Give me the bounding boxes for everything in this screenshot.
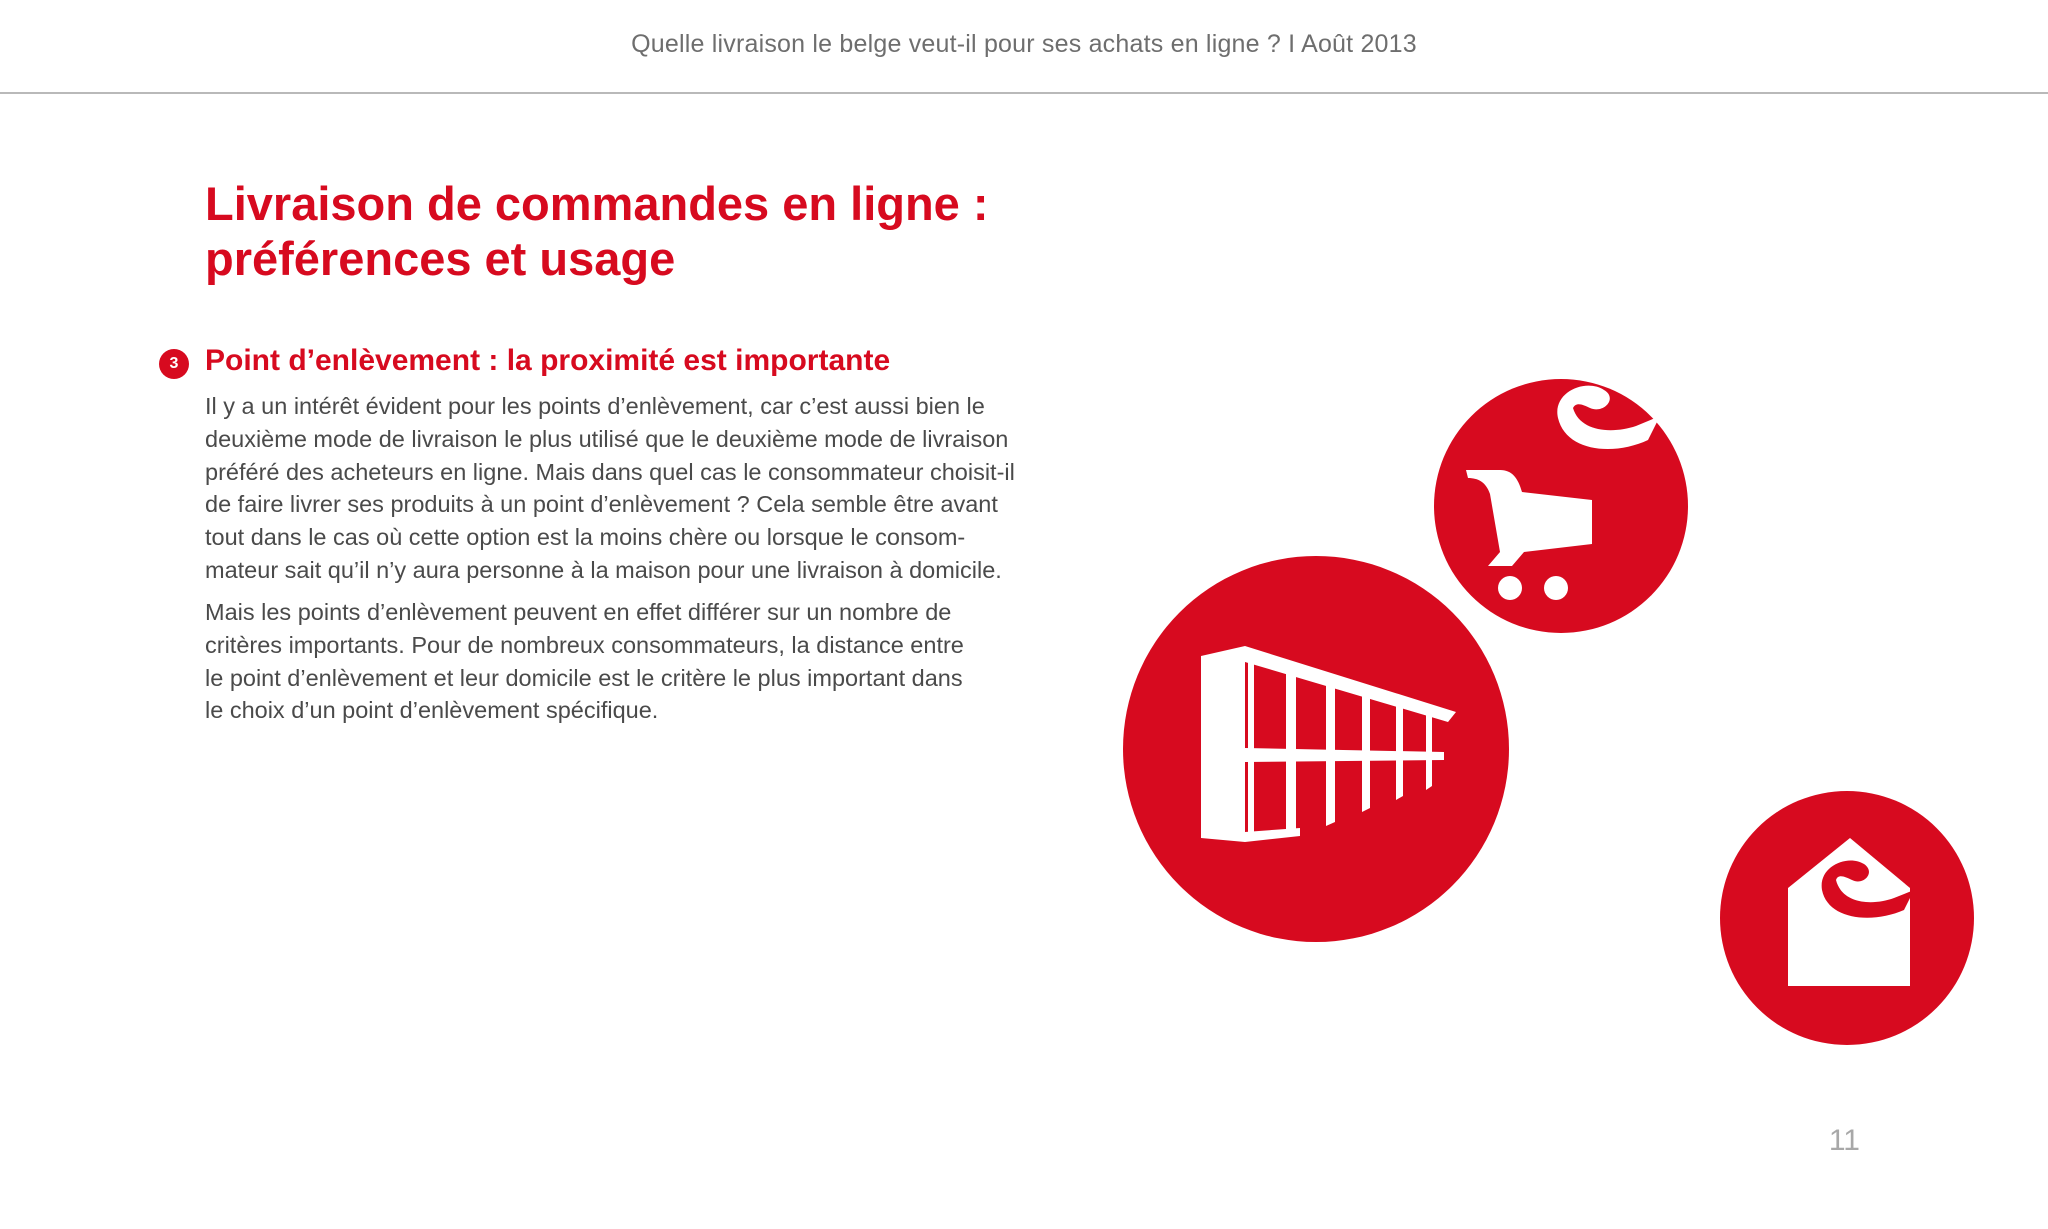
page-title [205, 176, 989, 286]
header-divider [0, 92, 2048, 94]
section-heading: Point d’enlèvement : la proximité est importante [205, 344, 891, 377]
paragraph-line: mateur sait qu’il n’y aura personne à la maison pour une livraison à domicile. [205, 556, 1002, 583]
paragraph-line: deuxième mode de livraison le plus utilisé que le deuxième mode de livraison [205, 425, 1009, 452]
pickup-point-building-icon [1123, 556, 1509, 942]
shopping-cart-icon [1434, 379, 1688, 633]
page-title-line-2: préférences et usage [205, 232, 676, 285]
body-paragraph-1 [205, 390, 1045, 587]
paragraph-line: le choix d’un point d’enlèvement spécifique. [205, 697, 659, 724]
paragraph-line: tout dans le cas où cette option est la moins chère ou lorsque le consom- [205, 524, 966, 551]
page-title-line-1: Livraison de commandes en ligne : [205, 177, 989, 230]
home-delivery-icon [1720, 791, 1974, 1045]
paragraph-line: Il y a un intérêt évident pour les points d’enlèvement, car c’est aussi bien le [205, 393, 985, 419]
paragraph-line: de faire livrer ses produits à un point d’enlèvement ? Cela semble être avant [205, 491, 998, 518]
paragraph-line: le point d’enlèvement et leur domicile est le critère le plus important dans [205, 664, 963, 691]
section-number-badge: 3 [159, 349, 189, 379]
paragraph-line: Mais les points d’enlèvement peuvent en effet différer sur un nombre de [205, 599, 952, 625]
page-number: 11 [1828, 1124, 1860, 1157]
running-header: Quelle livraison le belge veut-il pour ses achats en ligne ? I Août 2013 [631, 30, 1417, 58]
paragraph-line: préféré des acheteurs en ligne. Mais dans quel cas le consommateur choisit-il [205, 458, 1015, 485]
body-paragraph-2 [205, 596, 1045, 727]
paragraph-line: critères importants. Pour de nombreux consommateurs, la distance entre [205, 631, 964, 658]
